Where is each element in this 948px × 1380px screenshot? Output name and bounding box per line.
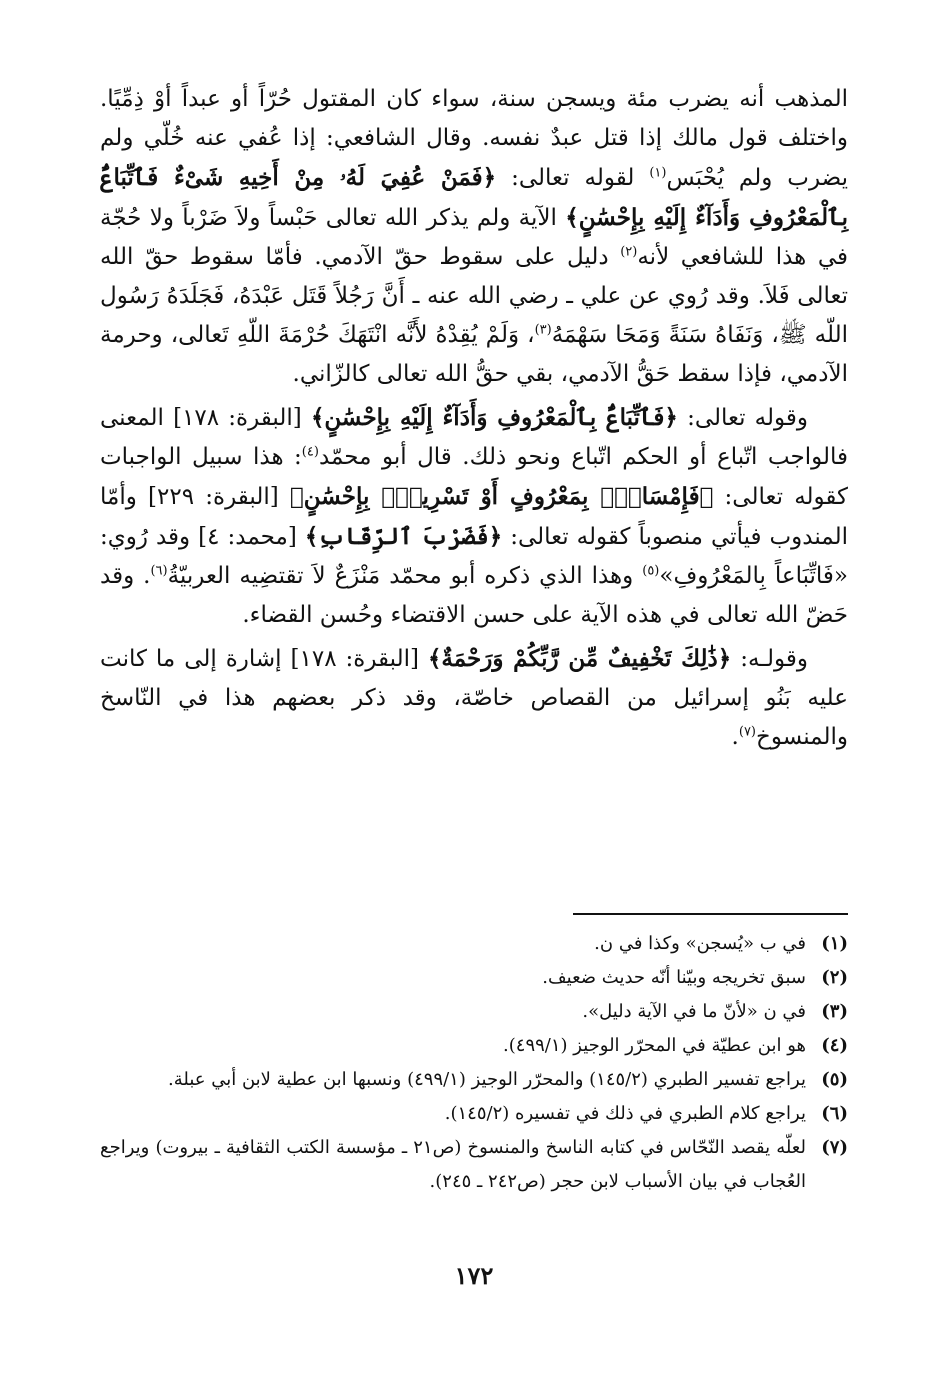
footnote-number: (٢): [821, 967, 848, 988]
page-number: ١٧٢: [454, 1261, 494, 1290]
footnote-item: [100, 1029, 848, 1063]
footnote-text: لعلّه يقصد النّحّاس في كتابه الناسخ والمنسوخ (ص٢١ ـ مؤسسة الكتب الثقافية ـ بيروت) ويراجع العُجاب في بيان الأسباب لابن حجر (ص٢٤٢ ـ ٢٤٥).: [100, 1137, 806, 1192]
text-run: دليل على سقوط حقّ الآدمي. فأمّا سقوط حقّ الله تعالى فَلاَ. وقد رُوي عن علي ـ رضي الله عنه ـ أَنَّ رَجُلاً قَتَل عَبْدَهُ، فَجَلَدَهُ رَسُول اللّه ﷺ، وَنَفَاهُ سَنَةً وَمَحَا سَهْمَهُ: [100, 244, 848, 348]
footnote-item: [100, 1131, 848, 1199]
text-run: [البقرة: ٢٢٩] وأمّا المندوب فيأتي منصوباً كقوله تعالى:: [100, 484, 848, 550]
footnote-number: (٥): [821, 1069, 848, 1090]
paragraph-3: [100, 639, 848, 757]
footnote-ref-6[interactable]: (٦): [150, 563, 168, 579]
footnote-text: سبق تخريجه وبيّنا أنّه حديث ضعيف.: [542, 967, 806, 988]
footnote-item: [100, 995, 848, 1029]
footnote-number: (١): [821, 933, 848, 954]
text-run: ، وَلَمْ يُقِدْهُ لأَنَّه انْتَهَكَ حُرْمَةَ اللّهِ تَعالى، وحرمة الآدمي، فإذا سقط حَقُّ الآدمي، بقي حقُّ الله تعالى كالزّاني.: [100, 322, 848, 387]
text-run: .: [731, 724, 739, 750]
text-run: [البقرة: ١٧٨] إشارة إلى ما كانت عليه بَنُو إسرائيل من القصاص خاصّة، وقد ذكر بعضهم هذا في النّاسخ والمنسوخ: [100, 646, 848, 750]
paragraph-2: [100, 398, 848, 635]
footnote-item: [100, 1097, 848, 1131]
footnote-ref-7[interactable]: (٧): [738, 724, 756, 740]
footnote-number: (٤): [821, 1035, 848, 1056]
footnote-item: [100, 1063, 848, 1097]
footnote-ref-3[interactable]: (٣): [534, 322, 552, 338]
footnote-text: يراجع كلام الطبري في ذلك في تفسيره (١٤٥/٢).: [444, 1103, 806, 1124]
footnote-item: [100, 927, 848, 961]
footnote-ref-2[interactable]: (٢): [620, 244, 638, 260]
text-run: وقوله تعالى:: [677, 405, 809, 431]
footnote-ref-1[interactable]: (١): [649, 165, 667, 181]
paragraph-1: [100, 80, 848, 394]
text-run: : هذا سبيل الواجبات كقوله تعالى:: [100, 444, 848, 510]
text-run: وقولـه:: [731, 646, 809, 672]
footnote-text: في ن «لأنّ ما في الآية دليل».: [582, 1001, 806, 1022]
footnote-text: يراجع تفسير الطبري (١٤٥/٢) والمحرّر الوجيز (٤٩٩/١) ونسبها ابن عطية لابن أبي عبلة.: [167, 1069, 806, 1090]
footnote-text: في ب «يُسجن» وكذا في ن.: [594, 933, 806, 954]
footnote-number: (٦): [821, 1103, 848, 1124]
footnote-item: [100, 961, 848, 995]
text-run: [محمد: ٤] وقد رُوي: «فَاتِّبَاعاً بِالمَعْرُوفِ»: [100, 524, 848, 589]
text-run: . وقد حَضّ الله تعالى في هذه الآية على حسن الاقتضاء وحُسن القضاء.: [100, 563, 848, 628]
text-run: المذهب أنه يضرب مئة ويسجن سنة، سواء كان المقتول حُرّاً أو عبداً أوْ ذِمِّيًا. واختلف قول مالك إذا قتل عبدٌ نفسه. وقال الشافعي: إذا عُفي عنه خُلّي ولم يضرب ولم يُحْبَس: [100, 86, 849, 191]
quran-verse: ﴿فَٱتِّبَاعٌۢ بِٱلْمَعْرُوفِ وَأَدَآءٌ إِلَيْهِ بِإِحْسَٰنٍ﴾: [310, 404, 678, 431]
footnote-text: هو ابن عطيّة في المحرّر الوجيز (٤٩٩/١).: [503, 1035, 806, 1056]
quran-verse: ﴿ذَٰلِكَ تَخْفِيفٌ مِّن رَّبِّكُمْ وَرَحْمَةٌ﴾: [427, 645, 732, 672]
text-run: [البقرة: ١٧٨] المعنى فالواجب اتّباع أو الحكم اتّباع ونحو ذلك. قال أبو محمّد: [100, 405, 848, 470]
main-text: [100, 80, 848, 761]
quran-verse: ﴿فَإِمْسَاكٌۢ بِمَعْرُوفٍ أَوْ تَسْرِيحٌۢ بِإِحْسَٰنٍ﴾: [289, 483, 714, 510]
footnote-ref-5[interactable]: (٥): [642, 563, 660, 579]
quran-verse: ﴿فَمَنْ عُفِيَ لَهُۥ مِنْ أَخِيهِ شَىْءٌ فَٱتِّبَاعٌۢ بِٱلْمَعْرُوفِ وَأَدَآءٌ إِلَيْهِ بِإِحْسَٰنٍ﴾: [100, 164, 849, 231]
footnote-separator: [573, 913, 848, 915]
footnote-number: (٧): [821, 1137, 848, 1158]
text-run: وهذا الذي ذكره أبو محمّد مَنْزَعٌ لاَ تقتضِيه العربيّةُ: [167, 563, 643, 589]
footnote-ref-4[interactable]: (٤): [301, 444, 319, 460]
footnote-number: (٣): [821, 1001, 848, 1022]
quran-verse: ﴿فَضَرْبَ ٱلرِّقَابِ﴾: [304, 523, 503, 550]
footnotes-list: [100, 927, 848, 1199]
text-run: لقوله تعالى:: [496, 165, 650, 191]
text-run: الآية ولم يذكر الله تعالى حَبْساً ولاَ ضَرْباً ولا حُجّة في هذا للشافعي لأنه: [100, 205, 849, 270]
